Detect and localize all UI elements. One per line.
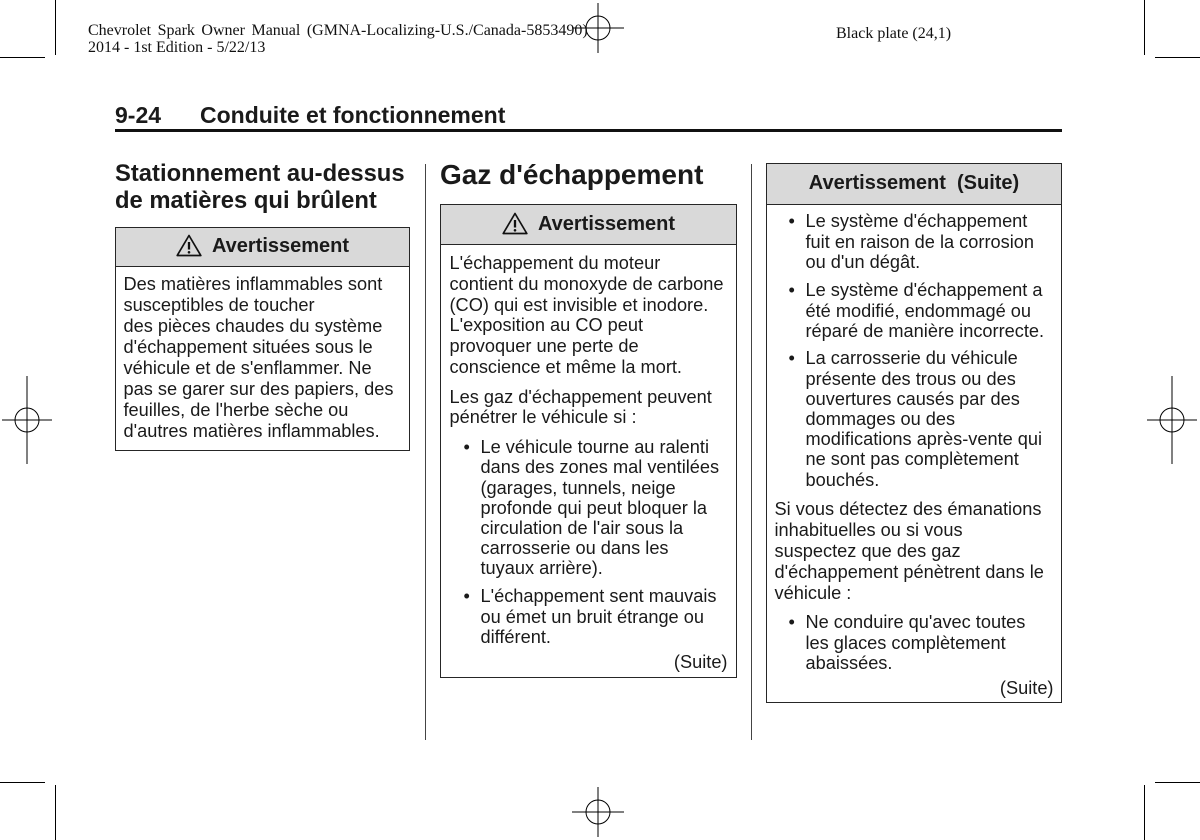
registration-mark-bottom [572, 787, 624, 837]
text-line: dans des zones mal ventilées [480, 457, 720, 478]
text-line: dommages ou des [805, 409, 956, 429]
text-line: modifications après-vente qui [805, 429, 1043, 450]
text-line: réparé de manière incorrecte. [805, 320, 1045, 341]
continued-label: (Suite) [999, 678, 1054, 699]
text-line: • Le système d'échappement [805, 211, 1028, 232]
text-line: contient du monoxyde de carbone [449, 273, 724, 294]
warning-header [767, 164, 1061, 205]
text-line: carrosserie ou dans les [480, 538, 669, 559]
edition-line: 2014 - 1st Edition - 5/22/13 [88, 38, 266, 56]
exclamation-dot [188, 251, 191, 254]
text-line: • La carrosserie du véhicule [805, 348, 1018, 369]
text-line: fuit en raison de la corrosion [805, 231, 1034, 252]
warning-label: Avertissement [211, 235, 350, 258]
section-number: 9-24 [115, 102, 162, 128]
crop-mark-bottom-right [1145, 783, 1200, 840]
bullet-item [775, 612, 1054, 673]
subsection-heading-line: de matières qui brûlent [115, 186, 377, 214]
text-line: bouchés. [805, 469, 880, 490]
crop-mark-bottom-left [0, 783, 56, 840]
text-line: (garages, tunnels, neige [480, 477, 676, 498]
warning-text [767, 205, 1061, 699]
text-line: provoquer une perte de [449, 336, 639, 357]
bullet-item [775, 280, 1054, 341]
text-line: feuilles, de l'herbe sèche ou [123, 400, 349, 420]
text-line: d'échappement situées sous le [123, 337, 373, 357]
text-line: des pièces chaudes du système [123, 316, 383, 336]
warning-header [116, 228, 409, 267]
text-line: Des matières inflammables sont [123, 274, 383, 294]
text-line: inhabituelles ou si vous [774, 519, 963, 540]
text-line: Si vous détectez des émanations [774, 499, 1042, 519]
text-line: L'échappement du moteur [449, 253, 661, 274]
text-line: circulation de l'air sous la [480, 518, 684, 539]
text-line: suspectez que des gaz [774, 540, 961, 561]
text-line: été modifié, endommagé ou [805, 300, 1031, 321]
text-line: véhicule : [774, 582, 852, 603]
crop-mark-top-left [0, 0, 56, 58]
text-line: L'exposition au CO peut [449, 315, 644, 336]
text-line: les glaces complètement [805, 632, 1006, 653]
text-line: • Ne conduire qu'avec toutes [805, 612, 1026, 633]
warning-label: Avertissement (Suite) [808, 172, 1020, 195]
warning-box-exhaust [440, 204, 737, 678]
continued-label: (Suite) [673, 652, 728, 673]
warning-text [116, 267, 409, 443]
manual-title-line: Chevrolet Spark Owner Manual (GMNA-Localizing-U.S./Canada-5853490) [88, 21, 588, 39]
text-line: (CO) qui est invisible et inodore. [449, 294, 709, 315]
print-info [88, 22, 588, 56]
warning-text [441, 245, 736, 673]
text-line: profonde qui peut bloquer la [480, 497, 708, 518]
text-line: pénétrer le véhicule si : [449, 407, 637, 428]
bullet-item [450, 586, 728, 647]
registration-mark-left [2, 376, 52, 464]
text-line: pas se garer sur des papiers, des [123, 379, 394, 399]
warning-triangle-icon [176, 234, 202, 257]
section-rule [115, 129, 1062, 132]
warning-header [441, 205, 736, 245]
paragraph [450, 387, 728, 428]
warning-triangle-icon [502, 212, 528, 235]
page-title: Gaz d'échappement [440, 159, 704, 190]
bullet-item [775, 211, 1054, 272]
text-line: d'autres matières inflammables. [123, 421, 380, 441]
subsection-heading [115, 160, 405, 214]
warning-label: Avertissement [537, 212, 676, 235]
registration-mark-right [1147, 376, 1197, 464]
bullet-item [450, 437, 728, 578]
text-line: différent. [480, 626, 551, 647]
column-divider [751, 164, 752, 740]
subsection-heading-line: Stationnement au-dessus [115, 159, 405, 187]
warning-box-continued [766, 163, 1062, 703]
section-title: Conduite et fonctionnement [200, 102, 506, 128]
plate-label: Black plate (24,1) [836, 24, 952, 42]
text-line: tuyaux arrière). [480, 558, 603, 579]
text-line: présente des trous ou des [805, 368, 1016, 389]
paragraph [775, 499, 1054, 604]
text-line: ouvertures causés par des [805, 388, 1020, 409]
text-line: abaissées. [805, 652, 893, 673]
text-line: ou émet un bruit étrange ou [480, 606, 704, 627]
column-divider [425, 164, 426, 740]
warning-box-parking [115, 227, 410, 451]
exclamation-dot [514, 229, 517, 232]
text-line: Les gaz d'échappement peuvent [449, 387, 712, 408]
text-line: ne sont pas complètement [805, 449, 1019, 470]
text-line: • Le système d'échappement a [805, 280, 1043, 301]
text-line: véhicule et de s'enflammer. Ne [123, 358, 372, 378]
text-line: d'échappement pénètrent dans le [774, 561, 1044, 582]
bullet-item [775, 348, 1054, 489]
text-line: • Le véhicule tourne au ralenti [480, 437, 710, 458]
text-line: • L'échappement sent mauvais [480, 586, 717, 607]
text-line: conscience et même la mort. [449, 357, 682, 378]
crop-mark-top-right [1145, 0, 1200, 58]
text-line: ou d'un dégât. [805, 251, 921, 272]
paragraph [450, 253, 728, 378]
text-line: susceptibles de toucher [123, 295, 315, 315]
